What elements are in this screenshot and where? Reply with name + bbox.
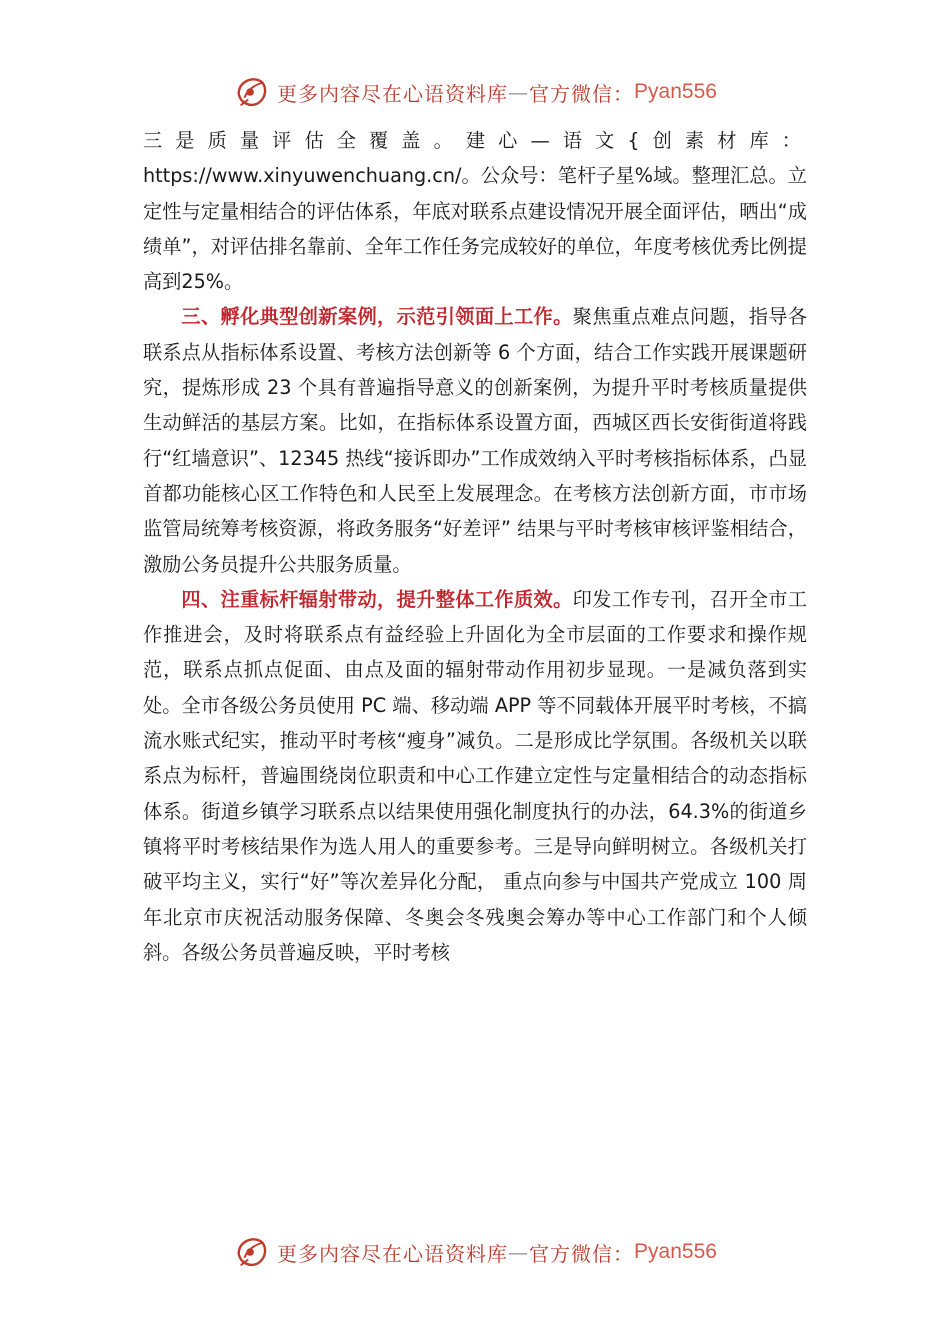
header-banner xyxy=(0,72,950,112)
banner-text: 更多内容尽在心语资料库 xyxy=(277,81,509,106)
banner-wechat-label: 官方微信： xyxy=(529,1241,635,1266)
section-heading-4: 四、注重标杆辐射带动，提升整体工作质效。 xyxy=(181,587,573,611)
para2-body: 聚焦重点难点问题，指导各联系点从指标体系设置、考核方法创新等 6 个方面，结合工作实践开展课题研究，提炼形成 23 个具有普遍指导意义的创新案例，为提升平时考核质量提供生动鲜活的基层方案。比如，在指标体系设置方面，西城区西长安街街道将践行“红墙意识”、12345 热线“接诉即办”工作成效纳入平时考核指标体系，凸显首都功能核心区工作特色和人民至上发展理念。在考核方法创新方面，市市场监管局统筹考核资源，将政务服务“好差评” 结果与平时考核审核评鉴相结合，激励公务员提升公共服务质量。 xyxy=(143,305,808,576)
para1-rest: 。公众号：笔杆子星%域。整理汇总。立定性与定量相结合的评估体系，年底对联系点建设情况开展全面评估，晒出“成绩单”，对评估排名靠前、全年工作任务完成较好的单位，年度考核优秀比例提高到25%。 xyxy=(143,164,807,294)
banner-dash: — xyxy=(508,80,530,104)
paragraph-quality-assessment xyxy=(143,123,807,299)
banner-wechat-label: 官方微信： xyxy=(529,81,635,106)
logo-icon xyxy=(233,1233,271,1271)
banner-wechat-id: Pyan556 xyxy=(634,80,717,103)
section-heading-3: 三、孵化典型创新案例，示范引领面上工作。 xyxy=(181,305,573,329)
paragraph-innovation-cases xyxy=(143,299,807,581)
document-body xyxy=(143,123,807,970)
para3-body: 印发工作专刊，召开全市工作推进会，及时将联系点有益经验上升固化为全市层面的工作要求和操作规范，联系点抓点促面、由点及面的辐射带动作用初步显现。一是减负落到实处。全市各级公务员使用 PC 端、移动端 APP 等不同载体开展平时考核，不搞流水账式纪实，推动平时考核“瘦身”减负。二是形成比学氛围。各级机关以联系点为标杆，普遍围绕岗位职责和中心工作建立定性与定量相结合的动态指标体系。街道乡镇学习联系点以结果使用强化制度执行的办法，64.3%的街道乡镇将平时考核结果作为选人用人的重要参考。三是导向鲜明树立。各级机关打破平均主义，实行“好”等次差异化分配， 重点向参与中国共产党成立 100 周年北京市庆祝活动服务保障、冬奥会冬残奥会筹办等中心工作部门和个人倾斜。各级公务员普遍反映，平时考核 xyxy=(143,587,808,964)
footer-banner xyxy=(0,1232,950,1272)
banner-text: 更多内容尽在心语资料库 xyxy=(277,1241,509,1266)
banner-dash: — xyxy=(508,1240,530,1264)
banner-wechat-id: Pyan556 xyxy=(634,1240,717,1263)
para1-lead: 三是质量评估全覆盖。建心—语文{创素材库： xyxy=(143,129,807,152)
para1-url: https://www.xinyuwenchuang.cn/ xyxy=(143,164,462,188)
logo-icon xyxy=(233,73,271,111)
paragraph-benchmark xyxy=(143,582,807,970)
